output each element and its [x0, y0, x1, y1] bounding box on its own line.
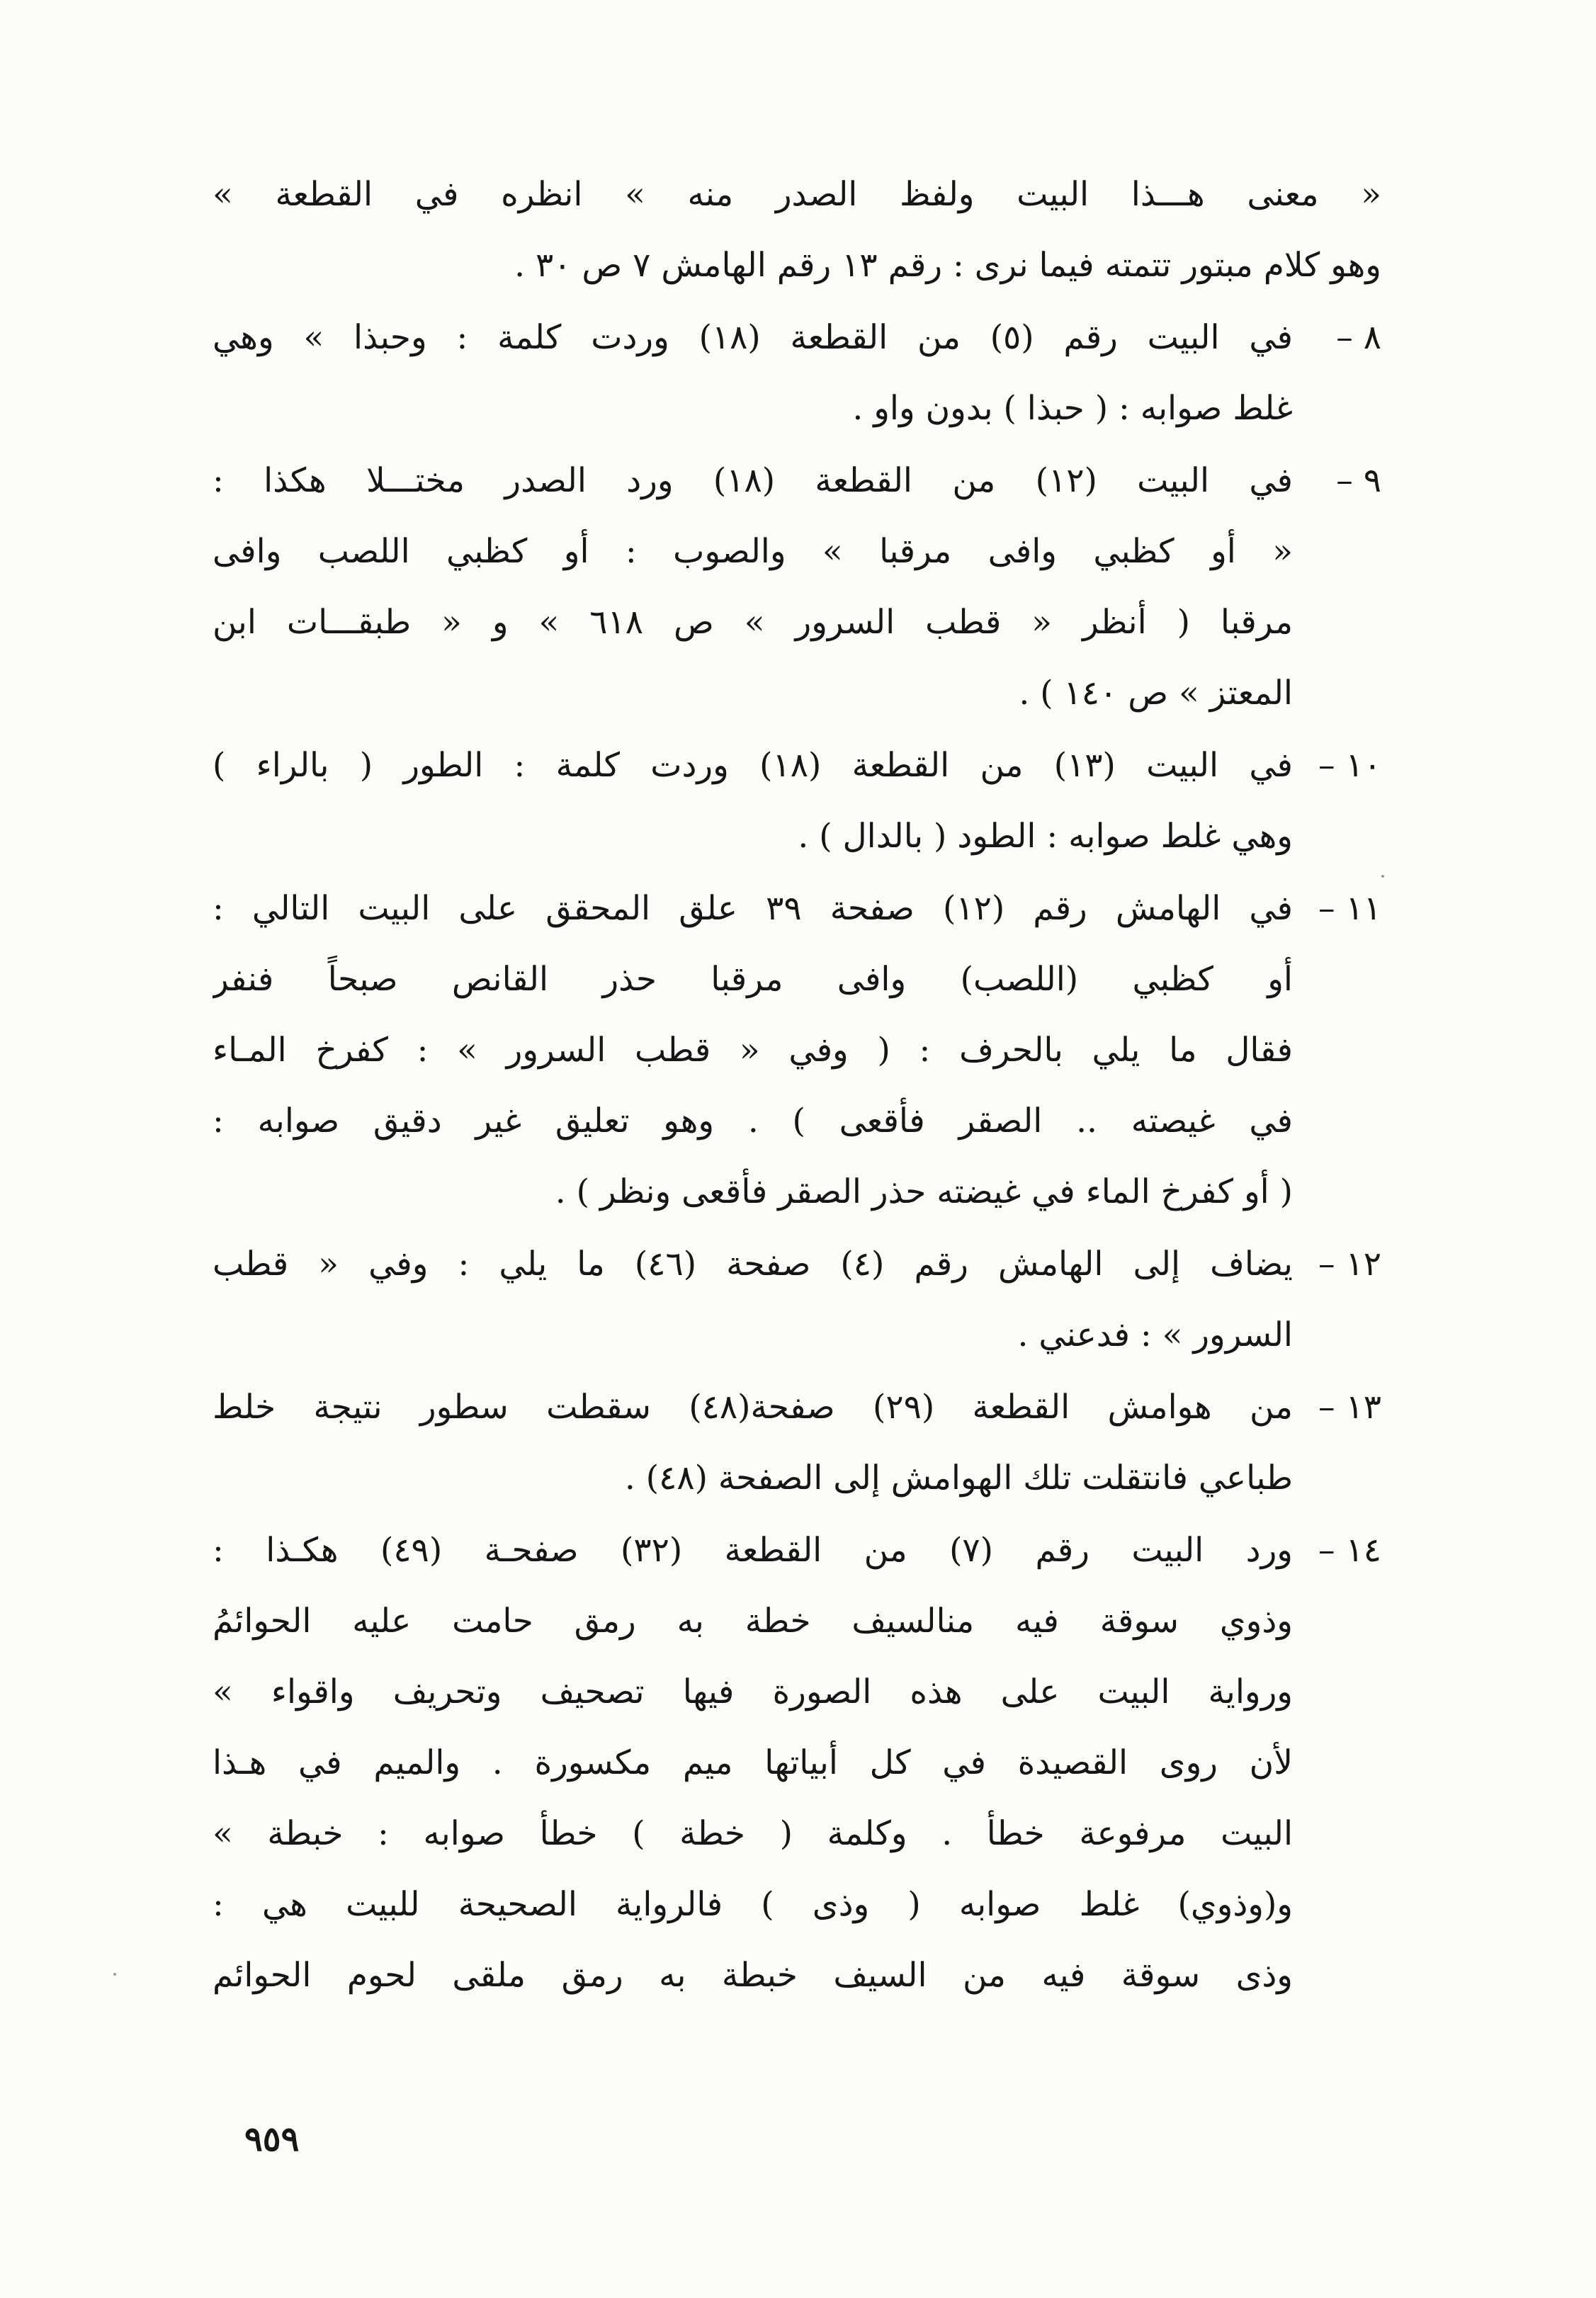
verse-line: وذوي سوقة فيه منالسيف خطة به رمق حامت عليه الحوائمُ	[213, 1602, 1293, 1641]
item-line: و(وذوي) غلط صوابه ( وذى ) فالرواية الصحيحة للبيت هي :	[213, 1885, 1293, 1924]
intro-line-2: وهو كلام مبتور تتمته فيما نرى : رقم ١٣ رقم الهامش ٧ ص ٣٠ .	[514, 246, 1381, 285]
intro-line-1: « معنى هـــذا البيت ولفظ الصدر منه » انظره في القطعة »	[213, 175, 1381, 214]
verse-line: وذى سوقة فيه من السيف خبطة به رمق ملقى لحوم الحوائم	[213, 1956, 1293, 1995]
page-number: ٩٥٩	[244, 2119, 300, 2159]
item-line: في غيصته .. الصقر فأقعى ) . وهو تعليق غير دقيق صوابه :	[213, 1102, 1293, 1140]
item-line: فقال ما يلي بالحرف : ( وفي « قطب السرور » : كفرخ المـاء	[213, 1031, 1293, 1070]
item-number: ١٢ –	[1318, 1245, 1381, 1284]
page-body	[213, 159, 1381, 2143]
verse-line: ( أو كفرخ الماء في غيضته حذر الصقر فأقعى ونظر ) .	[555, 1172, 1293, 1211]
item-body	[213, 1229, 1293, 1371]
item-line: في البيت رقم (٥) من القطعة (١٨) وردت كلمة : وحبذا » وهي	[213, 318, 1293, 357]
item-line: وهي غلط صوابه : الطود ( بالدال ) .	[798, 817, 1293, 856]
item-line: البيت مرفوعة خطأ . وكلمة ( خطة ) خطأ صوابه : خبطة »	[213, 1814, 1293, 1853]
item-line: ورواية البيت على هذه الصورة فيها تصحيف وتحريف واقواء »	[213, 1672, 1293, 1711]
item-line: في البيت (١٣) من القطعة (١٨) وردت كلمة : الطور ( بالراء )	[213, 746, 1293, 785]
item-line: يضاف إلى الهامش رقم (٤) صفحة (٤٦) ما يلي : وفي « قطب	[213, 1245, 1293, 1284]
list-item	[213, 873, 1381, 1228]
item-number: ١٠ –	[1318, 746, 1381, 785]
scan-speck	[113, 1973, 116, 1976]
item-line: « أو كظبي وافى مرقبا » والصوب : أو كظبي اللصب وافى	[213, 532, 1293, 571]
item-line: في الهامش رقم (١٢) صفحة ٣٩ علق المحقق على البيت التالي :	[213, 889, 1293, 928]
scan-speck	[1381, 875, 1384, 878]
item-body	[213, 873, 1293, 1228]
list-item	[213, 1515, 1381, 2011]
item-body	[213, 730, 1293, 872]
item-body	[213, 1372, 1293, 1514]
item-body	[213, 446, 1293, 729]
list-item	[213, 1372, 1381, 1514]
item-line: في البيت (١٢) من القطعة (١٨) ورد الصدر مختـــلا هكذا :	[213, 461, 1293, 500]
item-number: ١٣ –	[1318, 1388, 1381, 1427]
item-line: غلط صوابه : ( حبذا ) بدون واو .	[852, 389, 1293, 428]
item-line: من هوامش القطعة (٢٩) صفحة(٤٨) سقطت سطور نتيجة خلط	[213, 1388, 1293, 1427]
list-item	[213, 1229, 1381, 1371]
item-line: السرور » : فدعني .	[1017, 1315, 1293, 1354]
item-number: ١١ –	[1318, 889, 1381, 928]
item-line: المعتز » ص ١٤٠ ) .	[1019, 674, 1293, 713]
list-item	[213, 730, 1381, 872]
list-item	[213, 446, 1381, 729]
verse-line: أو كظبي (اللصب) وافى مرقبا حذر القانص صبحاً فنفر	[213, 960, 1293, 999]
item-line: ورد البيت رقم (٧) من القطعة (٣٢) صفحـة (٤٩) هكـذا :	[213, 1531, 1293, 1570]
item-line: مرقبا ( أنظر « قطب السرور » ص ٦١٨ » و « طبقـــات ابن	[213, 603, 1293, 642]
item-number: ٨ –	[1336, 318, 1381, 357]
list-item	[213, 302, 1381, 444]
item-line: طباعي فانتقلت تلك الهوامش إلى الصفحة (٤٨) .	[624, 1459, 1293, 1498]
item-number: ٩ –	[1336, 461, 1381, 500]
item-number: ١٤ –	[1318, 1531, 1381, 1570]
item-body	[213, 1515, 1293, 2011]
item-body	[213, 302, 1293, 444]
item-line: لأن روى القصيدة في كل أبياتها ميم مكسورة . والميم في هـذا	[213, 1743, 1293, 1782]
